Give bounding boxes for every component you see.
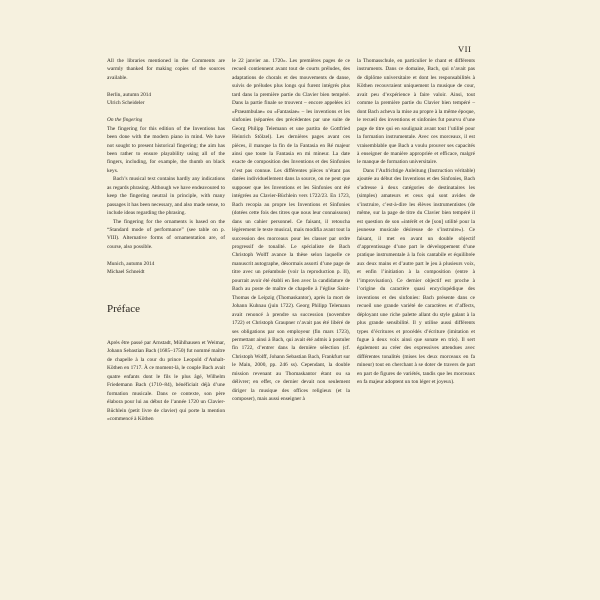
author-2: Michael Schneidt <box>107 269 145 276</box>
author-1: Ulrich Scheideler <box>107 100 145 107</box>
preface-column-1 <box>107 339 225 424</box>
page-number: VII <box>458 44 472 54</box>
column-2 <box>232 57 350 404</box>
preface-column-3-paragraph-2: Dans l’Aufrichtige Anleitung (Instruction véritable) ajoutée au début des Inventions et des Sinfonies, Bach s’adresse à deux catégories de destinataires les (simples) amateurs et ceux qui sont avides de s’instruire, c’est-à-dire les élèves instrumentistes (de même, sur la page de titre du Clavier bien tempéré il est question de son «intérêt et de [son] utilité pour la jeunesse musicale désireuse de s’instruire»). Ce faisant, il met en avant un double objectif d’apprentissage d’une part le développement d’une pratique instrumentale à la fois cantabile et équilibrée aux deux mains et d’autre part le jeu à plusieurs voix, et enfin l’initiation à la composition (entre à l’improvisation). Ce dernier objectif est proche à l’origine du caractère quasi encyclopédique des inventions et des sinfonies: Bach présente dans ce recueil une grande variété de caractères et d’affects, déployant une riche palette allant du style galant à la plus grande sensibilité. Il y utilise aussi différents types d’écritures et procédés d’écriture (imitation et fugue à deux voix ainsi que sonate en trio). Il sert également au créer des expressives attendues avec différentes tonalités (mises les deux morceaux en fa mineur) tout en cherchant à se doter de travers de part en part de figures de variétés, tandis que les morceaux en fa majeur adoptent un ton léger et joyeux). <box>357 167 475 386</box>
place-date-1: Berlin, autumn 2014 <box>107 91 152 98</box>
preface-column-3-paragraph-1: la Thomasschule, en particulier le chant et différents instruments. Dans ce domaine, Bach, qui n’avait pas de diplôme universitaire et dont les responsabilités à Köthen recouvraient uniquement la musique de cour, avait peu d’expérience à faire valoir. Ainsi, tout comme la première partie du Clavier bien tempéré – dont Bach acheva la mise au propre à la même époque, le recueil des inventions et sinfonies fut pourvu d’une page de titre qui en soulignait avant tout l’utilité pour la formation instrumentale. Avec ces morceaux, il est vraisemblable que Bach a voulu prouver ses capacités à enseigner de manière appropriée et efficace, malgré le manque de formation universitaire. <box>357 58 475 166</box>
preface-heading: Préface <box>107 303 140 315</box>
preface-paragraph-1: Après être passé par Arnstadt, Mühlhausen et Weimar, Johann Sebastian Bach (1685–1750) fut nommé maître de chapelle à la cour du prince Leopold d’Anhalt-Köthen en 1717. À ce moment-là, le couple Bach avait quatre enfants dont le fils le plus âgé, Wilhelm Friedemann Bach (1710–84), bénéficiait déjà d’une formation musicale. Dans ce contexte, son père élabora pour lui au début de l’année 1720 un Clavier-Büchlein (petit livre de clavier) qui porte la mention «commencé à Köthen <box>107 340 225 423</box>
acknowledgement-paragraph: All the libraries mentioned in the Comments are warmly thanked for making copies of the sources available. <box>107 58 225 81</box>
fingering-paragraph-3: The fingering for the ornaments is based on the “Standard mode of performance” (see table on p. VIII). Alternative forms of ornamentation are, of course, also possible. <box>107 218 225 250</box>
fingering-heading: On the fingering <box>107 117 143 124</box>
column-3 <box>357 57 475 387</box>
fingering-paragraph-1: The fingering for this edition of the Inventions has been done with the modern piano in mind. We have not sought to present historical fingering; the aim has been rather to ensure playability using all of the fingers, including, for example, the thumb on black keys. <box>107 125 225 174</box>
preface-column-2-text: le 22 janvier an. 1720». Les premières pages de ce recueil contiennent avant tout de courts préludes, des adaptations de chorals et des mouvements de danse, suivis de préludes plus longs qui furent intégrés plus tard dans la première partie du Clavier bien tempéré. Dans la partie finale se trouvent – encore appelées ici «Praeambulae» ou «Fantasiae» – les inventions et les sinfonies (séparées des précédentes par une suite de Georg Philipp Telemann et une partita de Gottfried Heinrich Stölzel). Les dernières pages avant ces pièces, il manque la fin de la Fantasia en Ré majeur ainsi que toute la Fantasia en mi mineur. La date exacte de composition des Inventions et des Sinfonies n’est pas connue. Les différentes pièces n’étant pas datées individuellement dans la source, on ne peut que supposer que les Inventions et les Sinfonies ont été intégrées au Clavier-Büchlein vers 1722/23. En 1723, Bach recopia au propre les Inventions et Sinfonies (dotées cette fois des titres que nous leur connaissons) dans un cahier personnel. Ce faisant, il retoucha légèrement le texte musical, mais modifia avant tout la succession des morceaux pour les classer par ordre progressif de tonalité. Le spécialiste de Bach Christoph Wolff avance la thèse selon laquelle ce manuscrit autographe, désormais assorti d’une page de titre avec un préambule (voir la reproduction p. II), pourrait avoir été établi en lien avec la candidature de Bach au poste de maître de chapelle à l’église Saint-Thomas de Leipzig (Thomaskantor), après la mort de Johann Kuhnau (juin 1722). Georg Philipp Telemann avait renoncé à prendre sa succession (novembre 1722) et Christoph Graupner n’avait pas été libéré de ses obligations par son employeur (fin mars 1723), permettant ainsi à Bach, qui avait été admis à postuler fin 1722, d’entrer dans la dernière sélection (cf. Christoph Wolff, Johann Sebastian Bach, Frankfurt sur le Main, 2000, pp. 246 ss). Cependant, la double mission revenant au Thomaskantor étant ou sa délivrer; en effet, ce dernier devait non seulement diriger la musique des offices religieux (et la composer), mais aussi enseigner à <box>232 58 350 403</box>
place-date-2: Munich, autumn 2014 <box>107 260 155 267</box>
column-1 <box>107 57 225 277</box>
fingering-paragraph-2: Bach’s musical text contains hardly any indications as regards phrasing. Although we have endeavoured to keep the fingering neutral in principle, with many passages it has been necessary, and also made sense, to include ideas regarding the phrasing. <box>107 176 225 217</box>
